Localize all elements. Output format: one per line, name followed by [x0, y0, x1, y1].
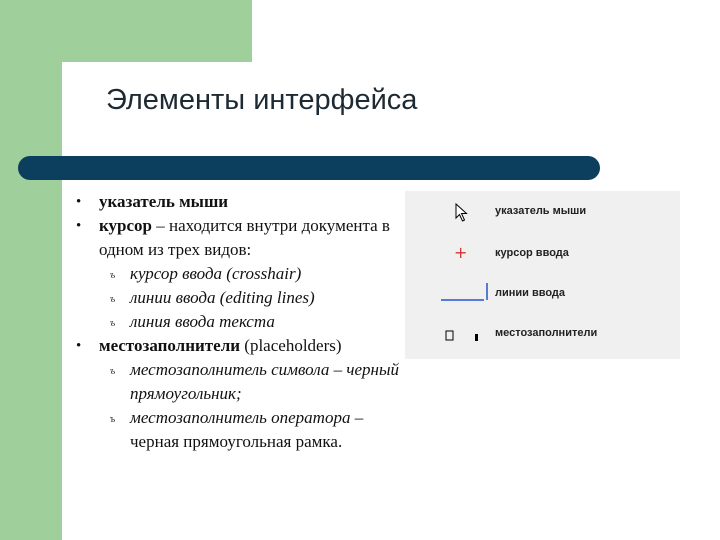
bullet-list	[72, 190, 402, 454]
decorative-green-band-left	[0, 0, 62, 540]
sub-bullet-icon: ъ	[110, 294, 116, 305]
bullet-dot-icon: •	[76, 338, 82, 354]
sub-bullet-item	[72, 262, 402, 286]
bullet-item	[72, 190, 402, 214]
bullet-term: местозаполнители	[99, 336, 241, 355]
editing-lines-icon	[440, 282, 490, 302]
bullet-text: (placeholders)	[240, 336, 342, 355]
bullet-text: – находится внутри документа в одном из трех видов:	[99, 216, 390, 259]
cursor-types-legend	[405, 191, 680, 359]
placeholder-icon	[445, 329, 485, 343]
sub-bullet-item	[72, 406, 402, 454]
sub-bullet-item	[72, 286, 402, 310]
sub-bullet-icon: ъ	[110, 414, 116, 425]
legend-label-editing-lines: линии ввода	[495, 287, 566, 299]
sub-bullet-icon: ъ	[110, 270, 116, 281]
sub-bullet-item	[72, 358, 402, 406]
bullet-dot-icon: •	[76, 218, 82, 234]
sub-bullet-icon: ъ	[110, 366, 116, 377]
legend-label-placeholders: местозаполнители	[495, 327, 598, 339]
sub-bullet-text: линии ввода (editing lines)	[130, 288, 315, 307]
legend-label-input-cursor: курсор ввода	[495, 247, 569, 259]
sub-bullet-text: – черная прямоугольная рамка.	[130, 408, 364, 451]
sub-bullet-text: линия ввода текста	[130, 312, 275, 331]
sub-bullet-text: местозаполнитель оператора	[130, 408, 351, 427]
sub-bullet-icon: ъ	[110, 318, 116, 329]
mouse-pointer-icon	[455, 203, 469, 223]
legend-label-mouse-pointer: указатель мыши	[495, 205, 587, 217]
bullet-text: указатель мыши	[99, 192, 229, 211]
bullet-term: курсор	[99, 216, 153, 235]
slide-title: Элементы интерфейса	[106, 84, 418, 116]
bullet-item	[72, 334, 402, 358]
sub-bullet-text: курсор ввода (crosshair)	[130, 264, 302, 283]
bullet-dot-icon: •	[76, 194, 82, 210]
sub-bullet-item	[72, 310, 402, 334]
sub-bullet-text: местозаполнитель символа – черный прямоугольник;	[130, 360, 399, 403]
bullet-item	[72, 214, 402, 262]
crosshair-icon: +	[454, 243, 468, 262]
title-divider-bar	[18, 156, 600, 180]
